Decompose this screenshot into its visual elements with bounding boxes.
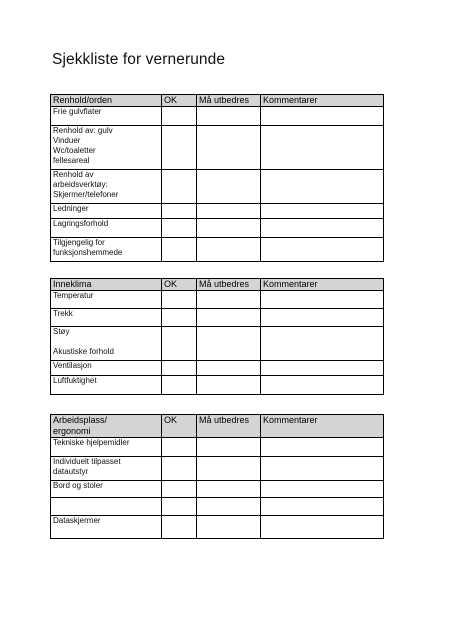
improve-cell[interactable] bbox=[197, 327, 261, 361]
table-row bbox=[51, 170, 384, 204]
table-row bbox=[51, 327, 384, 361]
table-header-row bbox=[51, 279, 384, 291]
improve-cell[interactable] bbox=[197, 204, 261, 219]
improve-cell[interactable] bbox=[197, 170, 261, 204]
improve-cell[interactable] bbox=[197, 516, 261, 539]
table-row bbox=[51, 291, 384, 309]
comment-cell[interactable] bbox=[261, 498, 384, 516]
improve-cell[interactable] bbox=[197, 219, 261, 238]
table-row bbox=[51, 498, 384, 516]
ok-cell[interactable] bbox=[162, 438, 197, 457]
comment-cell[interactable] bbox=[261, 376, 384, 395]
improve-cell[interactable] bbox=[197, 309, 261, 327]
table-row bbox=[51, 457, 384, 481]
comment-cell[interactable] bbox=[261, 481, 384, 498]
header-ok: OK bbox=[162, 279, 197, 291]
comment-cell[interactable] bbox=[261, 238, 384, 262]
header-improve: Må utbedres bbox=[197, 279, 261, 291]
checklist-table-arbeidsplass bbox=[50, 414, 384, 539]
ok-cell[interactable] bbox=[162, 516, 197, 539]
ok-cell[interactable] bbox=[162, 376, 197, 395]
row-label: Temperatur bbox=[51, 291, 162, 309]
comment-cell[interactable] bbox=[261, 219, 384, 238]
ok-cell[interactable] bbox=[162, 457, 197, 481]
comment-cell[interactable] bbox=[261, 291, 384, 309]
comment-cell[interactable] bbox=[261, 309, 384, 327]
improve-cell[interactable] bbox=[197, 291, 261, 309]
comment-cell[interactable] bbox=[261, 204, 384, 219]
ok-cell[interactable] bbox=[162, 291, 197, 309]
improve-cell[interactable] bbox=[197, 376, 261, 395]
row-label: Luftfuktighet bbox=[51, 376, 162, 395]
header-improve: Må utbedres bbox=[197, 95, 261, 107]
table-row bbox=[51, 107, 384, 126]
ok-cell[interactable] bbox=[162, 126, 197, 170]
comment-cell[interactable] bbox=[261, 327, 384, 361]
table-row bbox=[51, 516, 384, 539]
header-topic: Renhold/orden bbox=[51, 95, 162, 107]
improve-cell[interactable] bbox=[197, 107, 261, 126]
table-row bbox=[51, 238, 384, 262]
comment-cell[interactable] bbox=[261, 438, 384, 457]
header-comments: Kommentarer bbox=[261, 95, 384, 107]
improve-cell[interactable] bbox=[197, 498, 261, 516]
ok-cell[interactable] bbox=[162, 481, 197, 498]
ok-cell[interactable] bbox=[162, 309, 197, 327]
row-label: Dataskjermer bbox=[51, 516, 162, 539]
header-ok: OK bbox=[162, 415, 197, 438]
improve-cell[interactable] bbox=[197, 238, 261, 262]
table-header-row bbox=[51, 415, 384, 438]
row-label: Ventilasjon bbox=[51, 361, 162, 376]
ok-cell[interactable] bbox=[162, 204, 197, 219]
table-header-row bbox=[51, 95, 384, 107]
ok-cell[interactable] bbox=[162, 327, 197, 361]
table-row bbox=[51, 376, 384, 395]
comment-cell[interactable] bbox=[261, 457, 384, 481]
table-row bbox=[51, 126, 384, 170]
comment-cell[interactable] bbox=[261, 107, 384, 126]
improve-cell[interactable] bbox=[197, 481, 261, 498]
row-label: Ledninger bbox=[51, 204, 162, 219]
table-row bbox=[51, 481, 384, 498]
header-topic: Arbeidsplass/ ergonomi bbox=[51, 415, 162, 438]
row-label: Bord og stoler bbox=[51, 481, 162, 498]
row-label: Trekk bbox=[51, 309, 162, 327]
table-row bbox=[51, 361, 384, 376]
table-row bbox=[51, 219, 384, 238]
row-label: Lagringsforhold bbox=[51, 219, 162, 238]
row-label: Frie gulvflater bbox=[51, 107, 162, 126]
ok-cell[interactable] bbox=[162, 219, 197, 238]
header-improve: Må utbedres bbox=[197, 415, 261, 438]
ok-cell[interactable] bbox=[162, 498, 197, 516]
checklist-table-renhold bbox=[50, 94, 384, 262]
comment-cell[interactable] bbox=[261, 361, 384, 376]
row-label: Individuelt tilpasset datautstyr bbox=[51, 457, 162, 481]
ok-cell[interactable] bbox=[162, 238, 197, 262]
comment-cell[interactable] bbox=[261, 126, 384, 170]
page-title: Sjekkliste for vernerunde bbox=[52, 51, 226, 68]
improve-cell[interactable] bbox=[197, 457, 261, 481]
table-row bbox=[51, 438, 384, 457]
improve-cell[interactable] bbox=[197, 438, 261, 457]
header-comments: Kommentarer bbox=[261, 279, 384, 291]
header-comments: Kommentarer bbox=[261, 415, 384, 438]
improve-cell[interactable] bbox=[197, 361, 261, 376]
table-row bbox=[51, 309, 384, 327]
header-topic: Inneklima bbox=[51, 279, 162, 291]
header-ok: OK bbox=[162, 95, 197, 107]
row-label: Tekniske hjelpemidler bbox=[51, 438, 162, 457]
row-label bbox=[51, 498, 162, 516]
comment-cell[interactable] bbox=[261, 516, 384, 539]
comment-cell[interactable] bbox=[261, 170, 384, 204]
checklist-table-inneklima bbox=[50, 278, 384, 395]
ok-cell[interactable] bbox=[162, 170, 197, 204]
ok-cell[interactable] bbox=[162, 107, 197, 126]
row-label: Støy Akustiske forhold bbox=[51, 327, 162, 361]
row-label: Renhold av: gulv Vinduer Wc/toaletter fellesareal bbox=[51, 126, 162, 170]
improve-cell[interactable] bbox=[197, 126, 261, 170]
row-label: Renhold av arbeidsverktøy: Skjermer/telefoner bbox=[51, 170, 162, 204]
table-row bbox=[51, 204, 384, 219]
row-label: Tilgjengelig for funksjonshemmede bbox=[51, 238, 162, 262]
ok-cell[interactable] bbox=[162, 361, 197, 376]
